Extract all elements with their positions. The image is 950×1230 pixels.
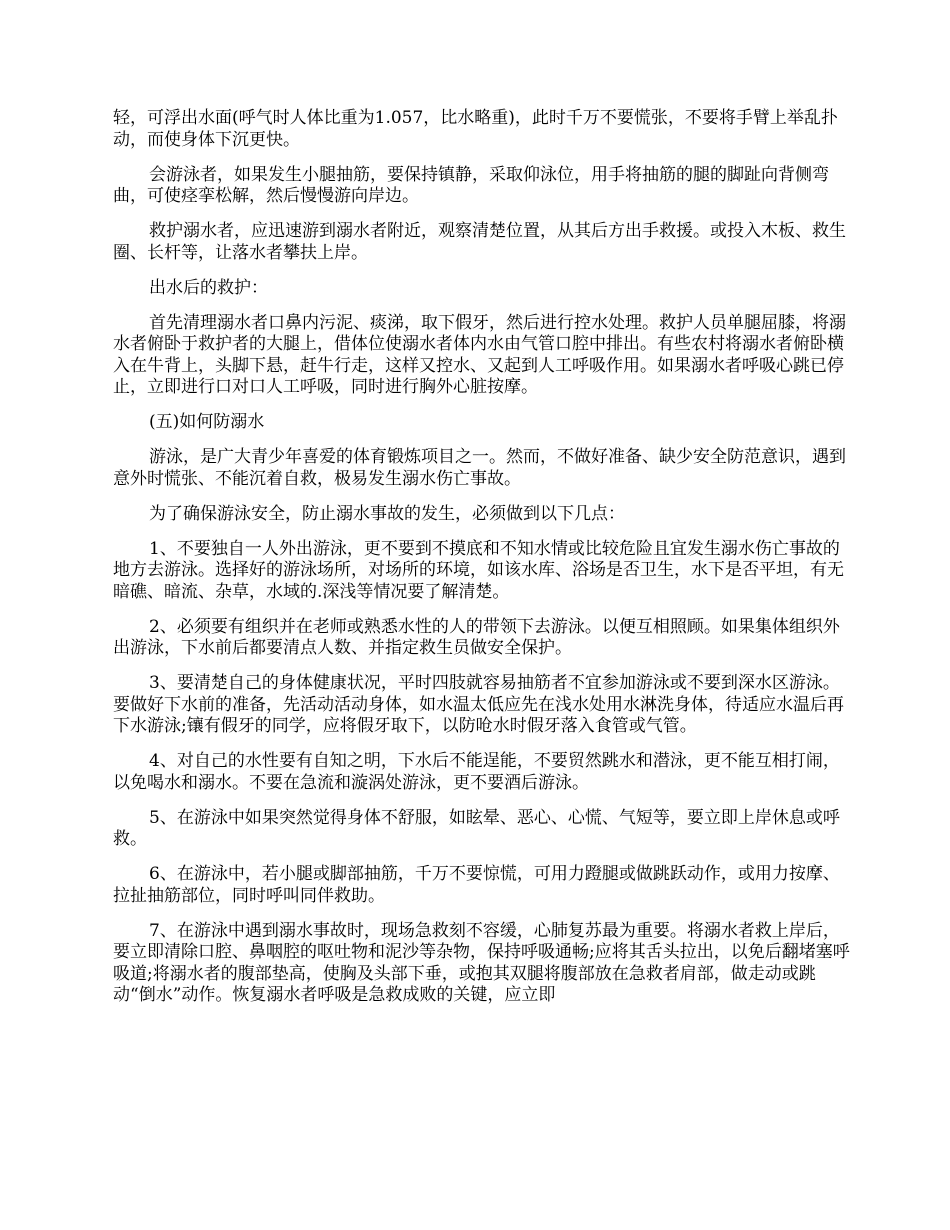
paragraph-calf-cramp: 会游泳者，如果发生小腿抽筋，要保持镇静，采取仰泳位，用手将抽筋的腿的脚趾向背侧弯曲，可使痉挛松解，然后慢慢游向岸边。 xyxy=(113,164,829,206)
list-item-5: 5、在游泳中如果突然觉得身体不舒服，如眩晕、恶心、心慌、气短等，要立即上岸休息或呼救。 xyxy=(113,807,840,849)
section-heading-prevention: (五)如何防溺水 xyxy=(149,412,265,432)
list-item-6: 6、在游泳中，若小腿或脚部抽筋，千万不要惊慌，可用力蹬腿或做跳跃动作，或用力按摩、拉扯抽筋部位，同时呼叫同伴救助。 xyxy=(113,864,840,906)
list-item-4: 4、对自己的水性要有自知之明，下水后不能逞能，不要贸然跳水和潜泳，更不能互相打闹，以免喝水和溺水。不要在急流和漩涡处游泳，更不要酒后游泳。 xyxy=(113,751,840,793)
paragraph-continuation: 轻，可浮出水面(呼气时人体比重为1.057，比水略重)，此时千万不要慌张，不要将手臂上举乱扑动，而使身体下沉更快。 xyxy=(113,108,838,150)
list-item-1: 1、不要独自一人外出游泳，更不要到不摸底和不知水情或比较危险且宜发生溺水伤亡事故的地方去游泳。选择好的游泳场所，对场所的环境，如该水库、浴场是否卫生，水下是否平坦，有无暗礁、暗流、杂草，水域的.深浅等情况要了解清楚。 xyxy=(113,538,844,602)
document-page xyxy=(113,108,853,1020)
paragraph-safety-points-intro: 为了确保游泳安全，防止溺水事故的发生，必须做到以下几点： xyxy=(149,503,625,524)
paragraph-swimming-intro: 游泳，是广大青少年喜爱的体育锻炼项目之一。然而，不做好准备、缺少安全防范意识，遇到意外时慌张、不能沉着自救，极易发生溺水伤亡事故。 xyxy=(113,447,846,489)
list-item-2: 2、必须要有组织并在老师或熟悉水性的人的带领下去游泳。以便互相照顾。如果集体组织外出游泳，下水前后都要清点人数、并指定救生员做安全保护。 xyxy=(113,616,840,658)
list-item-7: 7、在游泳中遇到溺水事故时，现场急救刻不容缓，心肺复苏最为重要。将溺水者救上岸后，要立即清除口腔、鼻咽腔的呕吐物和泥沙等杂物，保持呼吸通畅;应将其舌头拉出，以免后翻堵塞呼吸道;将溺水者的腹部垫高，使胸及头部下垂，或抱其双腿将腹部放在急救者肩部，做走动或跳动“倒水”动作。恢复溺水者呼吸是急救成败的关键，应立即 xyxy=(113,920,850,1005)
list-item-3: 3、要清楚自己的身体健康状况，平时四肢就容易抽筋者不宜参加游泳或不要到深水区游泳。要做好下水前的准备，先活动活动身体，如水温太低应先在浅水处用水淋洗身体，待适应水温后再下水游泳;镶有假牙的同学，应将假牙取下，以防呛水时假牙落入食管或气管。 xyxy=(113,673,844,736)
paragraph-rescue: 救护溺水者，应迅速游到溺水者附近，观察清楚位置，从其后方出手救援。或投入木板、救生圈、长杆等，让落水者攀扶上岸。 xyxy=(113,221,846,263)
paragraph-after-rescue-heading: 出水后的救护： xyxy=(149,277,268,298)
paragraph-first-aid: 首先清理溺水者口鼻内污泥、痰涕，取下假牙，然后进行控水处理。救护人员单腿屈膝，将溺水者俯卧于救护者的大腿上，借体位使溺水者体内水由气管口腔中排出。有些农村将溺水者俯卧横入在牛背上，头脚下悬，赶牛行走，这样又控水、又起到人工呼吸作用。如果溺水者呼吸心跳已停止，立即进行口对口人工呼吸，同时进行胸外心脏按摩。 xyxy=(113,312,846,397)
